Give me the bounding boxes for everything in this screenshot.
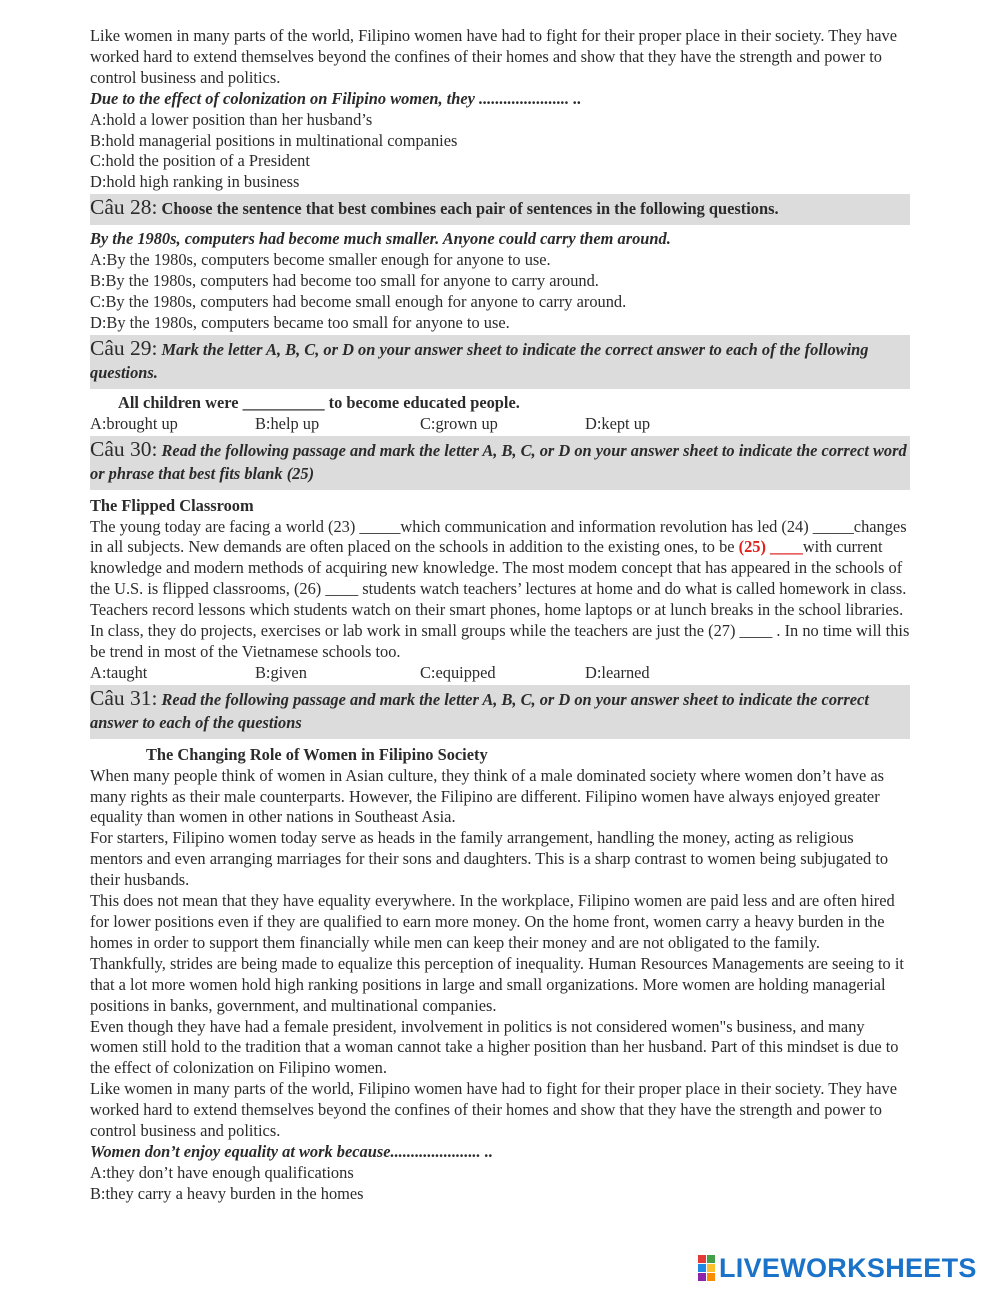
passage-paragraph: Thankfully, strides are being made to equalize this perception of inequality. Human Resources Managements are seeing to it that a lot more women hold high ranking positions in large and small organizations. More women are holding managerial positions in banks, government, and multinational companies.	[90, 953, 904, 1015]
passage-text: with current knowledge and modern methods of acquiring new knowledge. The most modem concept that has appeared in the schools of the U.S. is flipped classrooms, (26) ____ students watch teachers’ lectures at home and do what is called homework in class. Teachers record lessons which students watch on their smart phones, home laptops or at lunch breaks in the school libraries. In class, they do projects, exercises or lab work in small groups while the teachers are just the (27) ____ . In no time will this be trend in most of the Vietnamese schools too.	[90, 537, 910, 661]
option[interactable]: B:they carry a heavy burden in the homes	[90, 1183, 364, 1203]
question-prompt: All children were __________ to become educated people.	[118, 392, 520, 412]
question-prompt: Women don’t enjoy equality at work because...................... ..	[90, 1141, 493, 1161]
logo-square	[707, 1273, 715, 1281]
option[interactable]: A:hold a lower position than her husband’s	[90, 109, 373, 129]
options-row	[90, 663, 910, 684]
question-header	[90, 436, 910, 490]
question-instruction: Read the following passage and mark the letter A, B, C, or D on your answer sheet to indicate the correct answer to each of the questions	[90, 689, 869, 732]
option[interactable]: B:given	[255, 662, 307, 682]
option[interactable]: D:learned	[585, 662, 650, 682]
question-number: Câu 28:	[90, 195, 158, 220]
option[interactable]: A:they don’t have enough qualifications	[90, 1162, 354, 1182]
passage-paragraph: Even though they have had a female president, involvement in politics is not considered women"s business, and many women still hold to the tradition that a woman cannot take a higher position than her husband. Part of this mindset is due to the effect of colonization on Filipino women.	[90, 1016, 899, 1078]
worksheet-page	[90, 26, 910, 1205]
option[interactable]: C:equipped	[420, 662, 496, 682]
logo-square	[698, 1255, 706, 1263]
passage	[90, 517, 910, 663]
passage-paragraph: For starters, Filipino women today serve as heads in the family arrangement, handling the money, acting as religious mentors and even arranging marriages for their sons and daughters. This is a sharp contrast to women being subjugated to their husbands.	[90, 828, 889, 890]
question-instruction: Read the following passage and mark the letter A, B, C, or D on your answer sheet to indicate the correct word or phrase that best fits blank (25)	[90, 440, 907, 483]
option[interactable]: A:By the 1980s, computers become smaller enough for anyone to use.	[90, 250, 551, 270]
option[interactable]: B:By the 1980s, computers had become too small for anyone to carry around.	[90, 271, 599, 291]
option[interactable]: A:brought up	[90, 413, 178, 433]
question-instruction: Choose the sentence that best combines each pair of sentences in the following questions.	[161, 199, 779, 219]
logo-text: LIVEWORKSHEETS	[719, 1252, 977, 1283]
question-instruction: Mark the letter A, B, C, or D on your answer sheet to indicate the correct answer to each of the following questions.	[90, 339, 869, 382]
question-header	[90, 685, 910, 739]
question-number: Câu 29:	[90, 335, 158, 360]
question-header	[90, 335, 910, 389]
logo-square	[698, 1264, 706, 1272]
option[interactable]: D:hold high ranking in business	[90, 172, 300, 192]
passage-title: The Changing Role of Women in Filipino Society	[146, 744, 488, 764]
option[interactable]: D:By the 1980s, computers became too small for anyone to use.	[90, 312, 510, 332]
intro-question: Due to the effect of colonization on Filipino women, they ...................... ..	[90, 88, 582, 108]
passage-title: The Flipped Classroom	[90, 495, 254, 515]
blank-highlight: (25) ____	[738, 537, 803, 557]
option[interactable]: C:hold the position of a President	[90, 151, 310, 171]
question-prompt: By the 1980s, computers had become much smaller. Anyone could carry them around.	[90, 229, 671, 249]
option[interactable]: C:By the 1980s, computers had become small enough for anyone to carry around.	[90, 291, 627, 311]
logo-square	[698, 1273, 706, 1281]
option[interactable]: B:hold managerial positions in multinational companies	[90, 130, 458, 150]
logo-square	[707, 1264, 715, 1272]
option[interactable]: B:help up	[255, 413, 320, 433]
passage-text: The young today are facing a world (23) _____which communication and information revolution has led (24) _____changes in all subjects. New demands are often placed on the schools in addition to the existing ones, to be	[90, 516, 907, 557]
logo-square	[707, 1255, 715, 1263]
passage-paragraph: This does not mean that they have equality everywhere. In the workplace, Filipino women are paid less and are often hired for lower positions even if they are qualified to earn more money. On the home front, women carry a heavy burden in the homes in order to support them financially while men can keep their money and are not obligated to the family.	[90, 891, 895, 952]
option[interactable]: D:kept up	[585, 413, 651, 433]
liveworksheets-logo	[698, 1253, 994, 1283]
option[interactable]: C:grown up	[420, 413, 498, 433]
logo-mark-icon	[698, 1255, 715, 1281]
intro-paragraph: Like women in many parts of the world, Filipino women have had to fight for their proper place in their society. They have worked hard to extend themselves beyond the confines of their homes and show that they have the strength and power to control business and politics.	[90, 26, 898, 87]
options-row	[90, 414, 910, 435]
question-number: Câu 30:	[90, 436, 158, 461]
option[interactable]: A:taught	[90, 662, 148, 682]
question-header	[90, 194, 910, 225]
passage-paragraph: Like women in many parts of the world, Filipino women have had to fight for their proper place in their society. They have worked hard to extend themselves beyond the confines of their homes and show that they have the strength and power to control business and politics.	[90, 1079, 898, 1141]
question-number: Câu 31:	[90, 685, 158, 710]
passage-paragraph: When many people think of women in Asian culture, they think of a male dominated society where women don’t have as many rights as their male counterparts. However, the Filipino are different. Filipino women have always enjoyed greater equality than women in other nations in Southeast Asia.	[90, 765, 884, 827]
